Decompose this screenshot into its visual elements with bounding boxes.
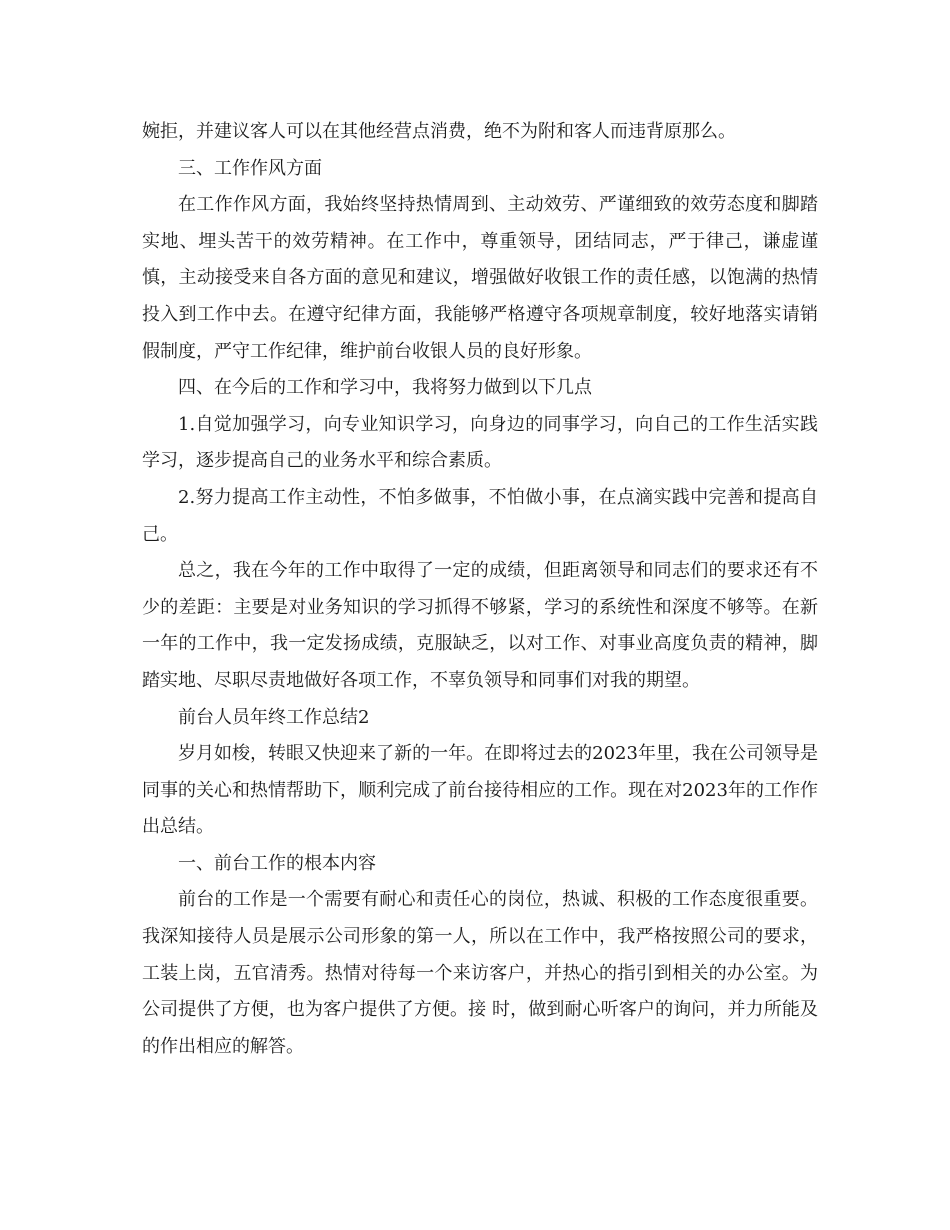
section-heading-future-goals: 四、在今后的工作和学习中，我将努力做到以下几点: [178, 377, 592, 399]
list-item-study: 1.自觉加强学习，向专业知识学习，向身边的同事学习，向自己的工作生活实践学习，逐步提高自己的业务水平和综合素质。: [142, 413, 818, 472]
paragraph-work-style: 在工作作风方面，我始终坚持热情周到、主动效劳、严谨细致的效劳态度和脚踏实地、埋头苦干的效劳精神。在工作中，尊重领导，团结同志，严于律己，谦虚谨慎，主动接受来自各方面的意见和建议，增强做好收银工作的责任感，以饱满的热情投入到工作中去。在遵守纪律方面，我能够严格遵守各项规章制度，较好地落实请销假制度，严守工作纪律，维护前台收银人员的良好形象。: [142, 194, 818, 362]
paragraph-intro: 岁月如梭，转眼又快迎来了新的一年。在即将过去的2023年里，我在公司领导是同事的关心和热情帮助下，顺利完成了前台接待相应的工作。现在对2023年的工作作出总结。: [142, 743, 818, 838]
document-subtitle: 前台人员年终工作总结2: [178, 706, 370, 728]
section-heading-front-desk-basics: 一、前台工作的根本内容: [178, 852, 376, 874]
paragraph-conclusion: 总之，我在今年的工作中取得了一定的成绩，但距离领导和同志们的要求还有不少的差距：主要是对业务知识的学习抓得不够紧，学习的系统性和深度不够等。在新一年的工作中，我一定发扬成绩，克服缺乏，以对工作、对事业高度负责的精神，脚踏实地、尽职尽责地做好各项工作，不辜负领导和同事们对我的期望。: [142, 560, 818, 691]
paragraph-front-desk-work: 前台的工作是一个需要有耐心和责任心的岗位，热诚、积极的工作态度很重要。我深知接待人员是展示公司形象的第一人，所以在工作中，我严格按照公司的要求，工装上岗，五官清秀。热情对待每一个来访客户，并热心的指引到相关的办公室。为公司提供了方便，也为客户提供了方便。接 时，做到耐心听客户的询问，并力所能及的作出相应的解答。: [142, 889, 818, 1057]
list-item-initiative: 2.努力提高工作主动性，不怕多做事，不怕做小事，在点滴实践中完善和提高自己。: [142, 486, 818, 545]
paragraph-continuation: 婉拒，并建议客人可以在其他经营点消费，绝不为附和客人而违背原那么。: [142, 121, 736, 142]
section-heading-work-style: 三、工作作风方面: [178, 157, 322, 179]
document-body: [142, 114, 818, 1065]
